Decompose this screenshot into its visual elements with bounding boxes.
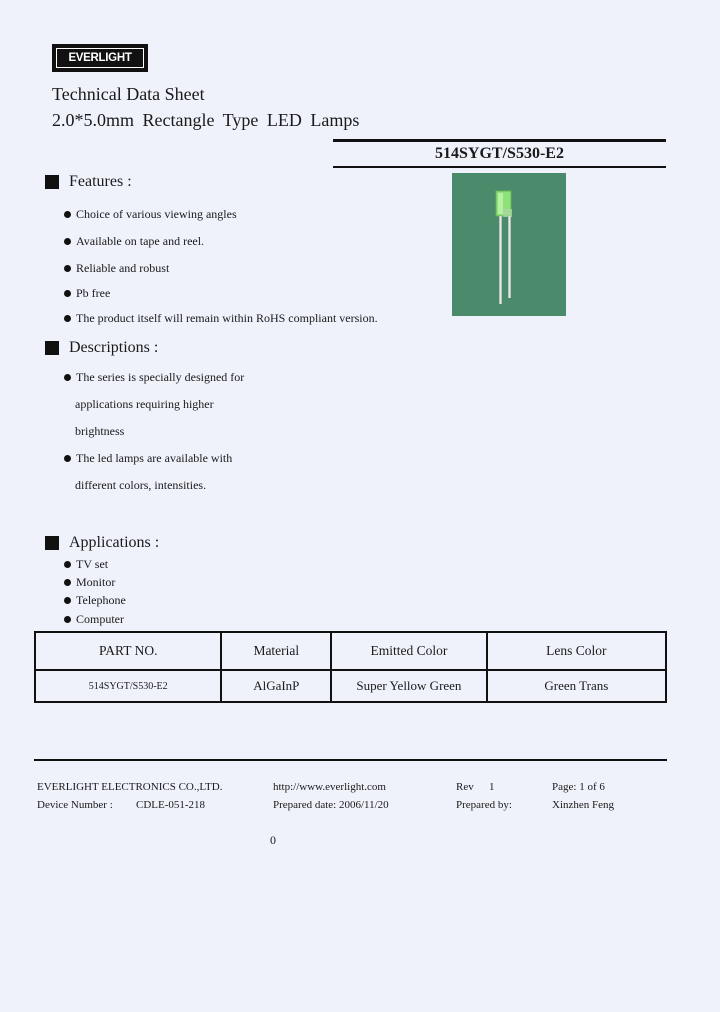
cell-material: AlGaInP (221, 670, 331, 702)
table-row (35, 670, 666, 702)
header-rule-bottom (333, 166, 666, 168)
header-part-no: PART NO. (35, 632, 221, 670)
description-item: The led lamps are available with (64, 451, 232, 466)
bullet-icon (64, 374, 71, 381)
prepared-date: Prepared date: 2006/11/20 (273, 799, 389, 811)
square-bullet-icon (45, 341, 59, 355)
led-lamp-photo (452, 173, 566, 316)
footer-rule (34, 759, 667, 761)
application-item: TV set (64, 557, 108, 572)
applications-heading: Applications : (45, 534, 159, 552)
device-number-label: Device Number : (37, 799, 113, 811)
prepared-by-label: Prepared by: (456, 799, 512, 811)
bullet-icon (64, 265, 71, 272)
feature-item: Reliable and robust (64, 261, 169, 276)
bullet-icon (64, 290, 71, 297)
feature-item: Available on tape and reel. (64, 234, 204, 249)
header-emitted-color: Emitted Color (331, 632, 486, 670)
feature-item: Choice of various viewing angles (64, 207, 237, 222)
feature-item: Pb free (64, 286, 110, 301)
led-lamp-icon (452, 173, 566, 316)
feature-item: The product itself will remain within RoHS compliant version. (64, 311, 378, 326)
spec-table (34, 631, 667, 703)
bullet-icon (64, 238, 71, 245)
header-material: Material (221, 632, 331, 670)
doc-title: Technical Data Sheet (52, 84, 205, 104)
description-line: applications requiring higher (75, 397, 214, 411)
bullet-icon (64, 315, 71, 322)
application-item: Telephone (64, 593, 126, 608)
cell-lens-color: Green Trans (487, 670, 666, 702)
cell-emitted-color: Super Yellow Green (331, 670, 486, 702)
cell-part-no: 514SYGT/S530-E2 (35, 670, 221, 702)
rev-value: 1 (489, 781, 495, 793)
page-index: 0 (270, 833, 276, 847)
header-lens-color: Lens Color (487, 632, 666, 670)
square-bullet-icon (45, 175, 59, 189)
description-line: different colors, intensities. (75, 478, 207, 492)
features-heading: Features : (45, 173, 132, 191)
bullet-icon (64, 597, 71, 604)
table-header-row (35, 632, 666, 670)
bullet-icon (64, 579, 71, 586)
application-item: Monitor (64, 575, 115, 590)
device-number: CDLE-051-218 (136, 799, 206, 811)
page-count: Page: 1 of 6 (552, 781, 605, 793)
website-link[interactable]: http://www.everlight.com (273, 781, 386, 793)
rev-label: Rev (456, 781, 474, 793)
descriptions-heading: Descriptions : (45, 339, 158, 357)
logo-text: EVERLIGHT (56, 48, 144, 68)
square-bullet-icon (45, 536, 59, 550)
description-item: The series is specially designed for (64, 370, 244, 385)
bullet-icon (64, 561, 71, 568)
header-rule-top (333, 139, 666, 142)
bullet-icon (64, 455, 71, 462)
bullet-icon (64, 616, 71, 623)
company-name: EVERLIGHT ELECTRONICS CO.,LTD. (37, 781, 223, 793)
everlight-logo (52, 44, 148, 72)
doc-subtitle: 2.0*5.0mm Rectangle Type LED Lamps (52, 110, 360, 130)
description-line: brightness (75, 424, 125, 438)
part-code: 514SYGT/S530-E2 (435, 145, 564, 162)
prepared-by: Xinzhen Feng (552, 799, 615, 811)
application-item: Computer (64, 612, 124, 627)
bullet-icon (64, 211, 71, 218)
